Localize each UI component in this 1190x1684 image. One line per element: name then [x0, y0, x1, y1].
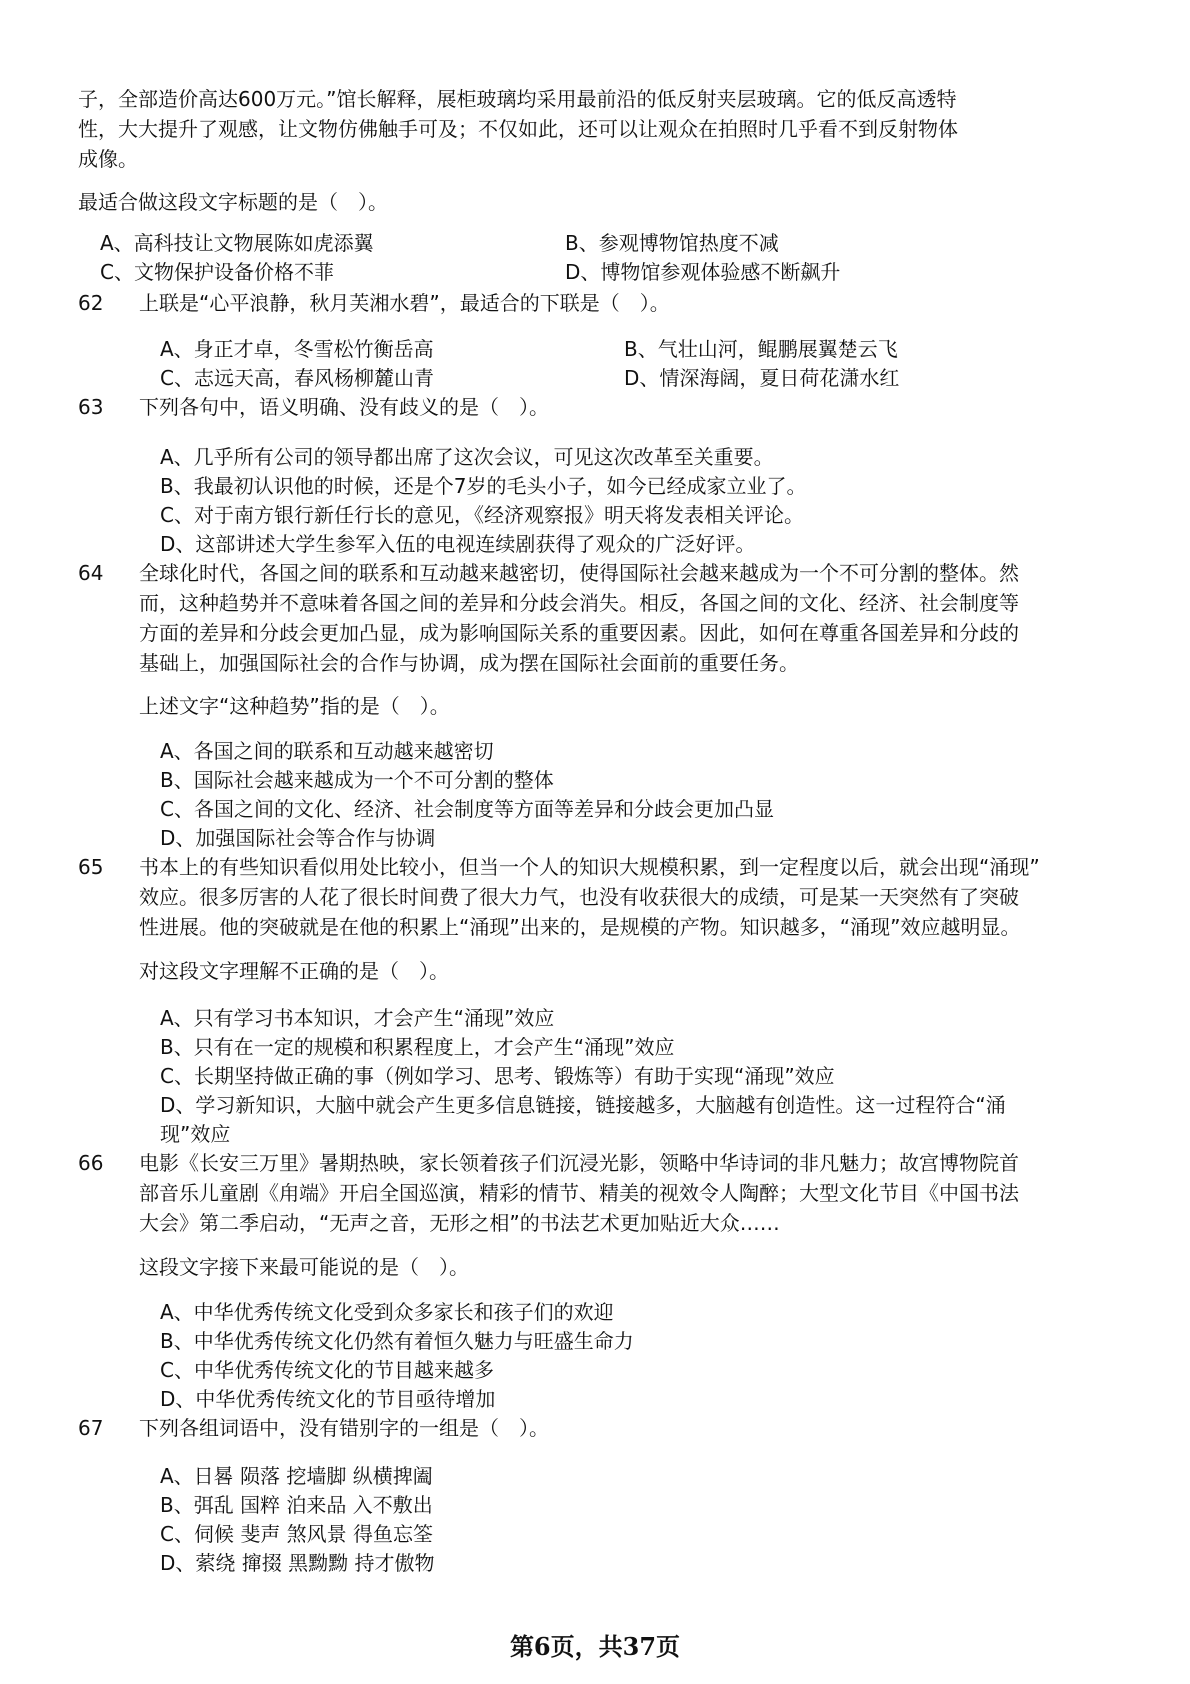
passage-line: 电影《长安三万里》暑期热映，家长领着孩子们沉浸光影，领略中华诗词的非凡魅力；故宫博物院首: [139, 1151, 1019, 1175]
passage-line: 全球化时代，各国之间的联系和互动越来越密切，使得国际社会越来越成为一个不可分割的整体。然: [139, 561, 1019, 585]
option-d-continued: 现”效应: [160, 1122, 231, 1146]
option-c: C、文物保护设备价格不菲: [100, 260, 334, 284]
option-a: A、几乎所有公司的领导都出席了这次会议，可见这次改革至关重要。: [160, 445, 774, 469]
passage-line: 基础上，加强国际社会的合作与协调，成为摆在国际社会面前的重要任务。: [139, 651, 799, 675]
question-number: 65: [78, 855, 104, 879]
passage-line: 大会》第二季启动，“无声之音，无形之相”的书法艺术更加贴近大众……: [139, 1211, 780, 1235]
option-a: A、身正才卓，冬雪松竹衡岳高: [160, 337, 434, 361]
question-text: 上联是“心平浪静，秋月芙湘水碧”，最适合的下联是（ ）。: [139, 291, 670, 315]
question-number: 62: [78, 291, 104, 315]
option-c: C、各国之间的文化、经济、社会制度等方面等差异和分歧会更加凸显: [160, 797, 774, 821]
question-number: 64: [78, 561, 104, 585]
option-c: C、中华优秀传统文化的节目越来越多: [160, 1358, 494, 1382]
option-d: D、博物馆参观体验感不断飙升: [565, 260, 841, 284]
question-number: 66: [78, 1151, 104, 1175]
passage-line: 成像。: [78, 147, 138, 171]
passage-line: 效应。很多厉害的人花了很长时间费了很大力气，也没有收获很大的成绩，可是某一天突然有了突破: [139, 885, 1019, 909]
passage-line: 性进展。他的突破就是在他的积累上“涌现”出来的，是规模的产物。知识越多，“涌现”效应越明显。: [139, 915, 1021, 939]
passage-line: 方面的差异和分歧会更加凸显，成为影响国际关系的重要因素。因此，如何在尊重各国差异和分歧的: [139, 621, 1019, 645]
question-number: 67: [78, 1416, 104, 1440]
option-a: A、中华优秀传统文化受到众多家长和孩子们的欢迎: [160, 1300, 614, 1324]
option-b: B、中华优秀传统文化仍然有着恒久魅力与旺盛生命力: [160, 1329, 634, 1353]
passage-line: 子，全部造价高达600万元。”馆长解释，展柜玻璃均采用最前沿的低反射夹层玻璃。它的低反高透特: [78, 87, 957, 111]
option-d: D、萦绕 撺掇 黑黝黝 持才傲物: [160, 1551, 435, 1575]
option-d: D、这部讲述大学生参军入伍的电视连续剧获得了观众的广泛好评。: [160, 532, 756, 556]
page-footer: 第6页，共37页: [509, 1632, 681, 1661]
passage-line: 而，这种趋势并不意味着各国之间的差异和分歧会消失。相反，各国之间的文化、经济、社会制度等: [139, 591, 1019, 615]
option-c: C、志远天高，春风杨柳麓山青: [160, 366, 434, 390]
question-prompt: 上述文字“这种趋势”指的是（ ）。: [139, 694, 450, 718]
option-a: A、高科技让文物展陈如虎添翼: [100, 231, 374, 255]
question-number: 63: [78, 395, 104, 419]
option-a: A、只有学习书本知识，才会产生“涌现”效应: [160, 1006, 555, 1030]
option-d: D、情深海阔，夏日荷花潇水红: [624, 366, 900, 390]
passage-line: 部音乐儿童剧《甪端》开启全国巡演，精彩的情节、精美的视效令人陶醉；大型文化节目《中国书法: [139, 1181, 1019, 1205]
option-c: C、长期坚持做正确的事（例如学习、思考、锻炼等）有助于实现“涌现”效应: [160, 1064, 835, 1088]
question-prompt: 对这段文字理解不正确的是（ ）。: [139, 959, 449, 983]
question-text: 下列各组词语中，没有错别字的一组是（ ）。: [139, 1416, 549, 1440]
option-d: D、加强国际社会等合作与协调: [160, 826, 436, 850]
option-b: B、国际社会越来越成为一个不可分割的整体: [160, 768, 554, 792]
option-b: B、只有在一定的规模和积累程度上，才会产生“涌现”效应: [160, 1035, 675, 1059]
option-a: A、各国之间的联系和互动越来越密切: [160, 739, 494, 763]
option-c: C、对于南方银行新任行长的意见，《经济观察报》明天将发表相关评论。: [160, 503, 804, 527]
question-prompt: 这段文字接下来最可能说的是（ ）。: [139, 1255, 469, 1279]
option-b: B、参观博物馆热度不减: [565, 231, 779, 255]
option-d: D、中华优秀传统文化的节目亟待增加: [160, 1387, 496, 1411]
option-d: D、学习新知识，大脑中就会产生更多信息链接，链接越多，大脑越有创造性。这一过程符合“涌: [160, 1093, 1006, 1117]
passage-line: 性，大大提升了观感，让文物仿佛触手可及；不仅如此，还可以让观众在拍照时几乎看不到反射物体: [78, 117, 958, 141]
option-a: A、日晷 陨落 挖墙脚 纵横捭阖: [160, 1464, 433, 1488]
question-prompt: 最适合做这段文字标题的是（ ）。: [78, 190, 388, 214]
option-c: C、伺候 斐声 煞风景 得鱼忘筌: [160, 1522, 434, 1546]
passage-line: 书本上的有些知识看似用处比较小，但当一个人的知识大规模积累，到一定程度以后，就会出现“涌现”: [139, 855, 1040, 879]
option-b: B、弭乱 国粹 泊来品 入不敷出: [160, 1493, 433, 1517]
option-b: B、气壮山河，鲲鹏展翼楚云飞: [624, 337, 898, 361]
option-b: B、我最初认识他的时候，还是个7岁的毛头小子，如今已经成家立业了。: [160, 474, 807, 498]
question-text: 下列各句中，语义明确、没有歧义的是（ ）。: [139, 395, 549, 419]
